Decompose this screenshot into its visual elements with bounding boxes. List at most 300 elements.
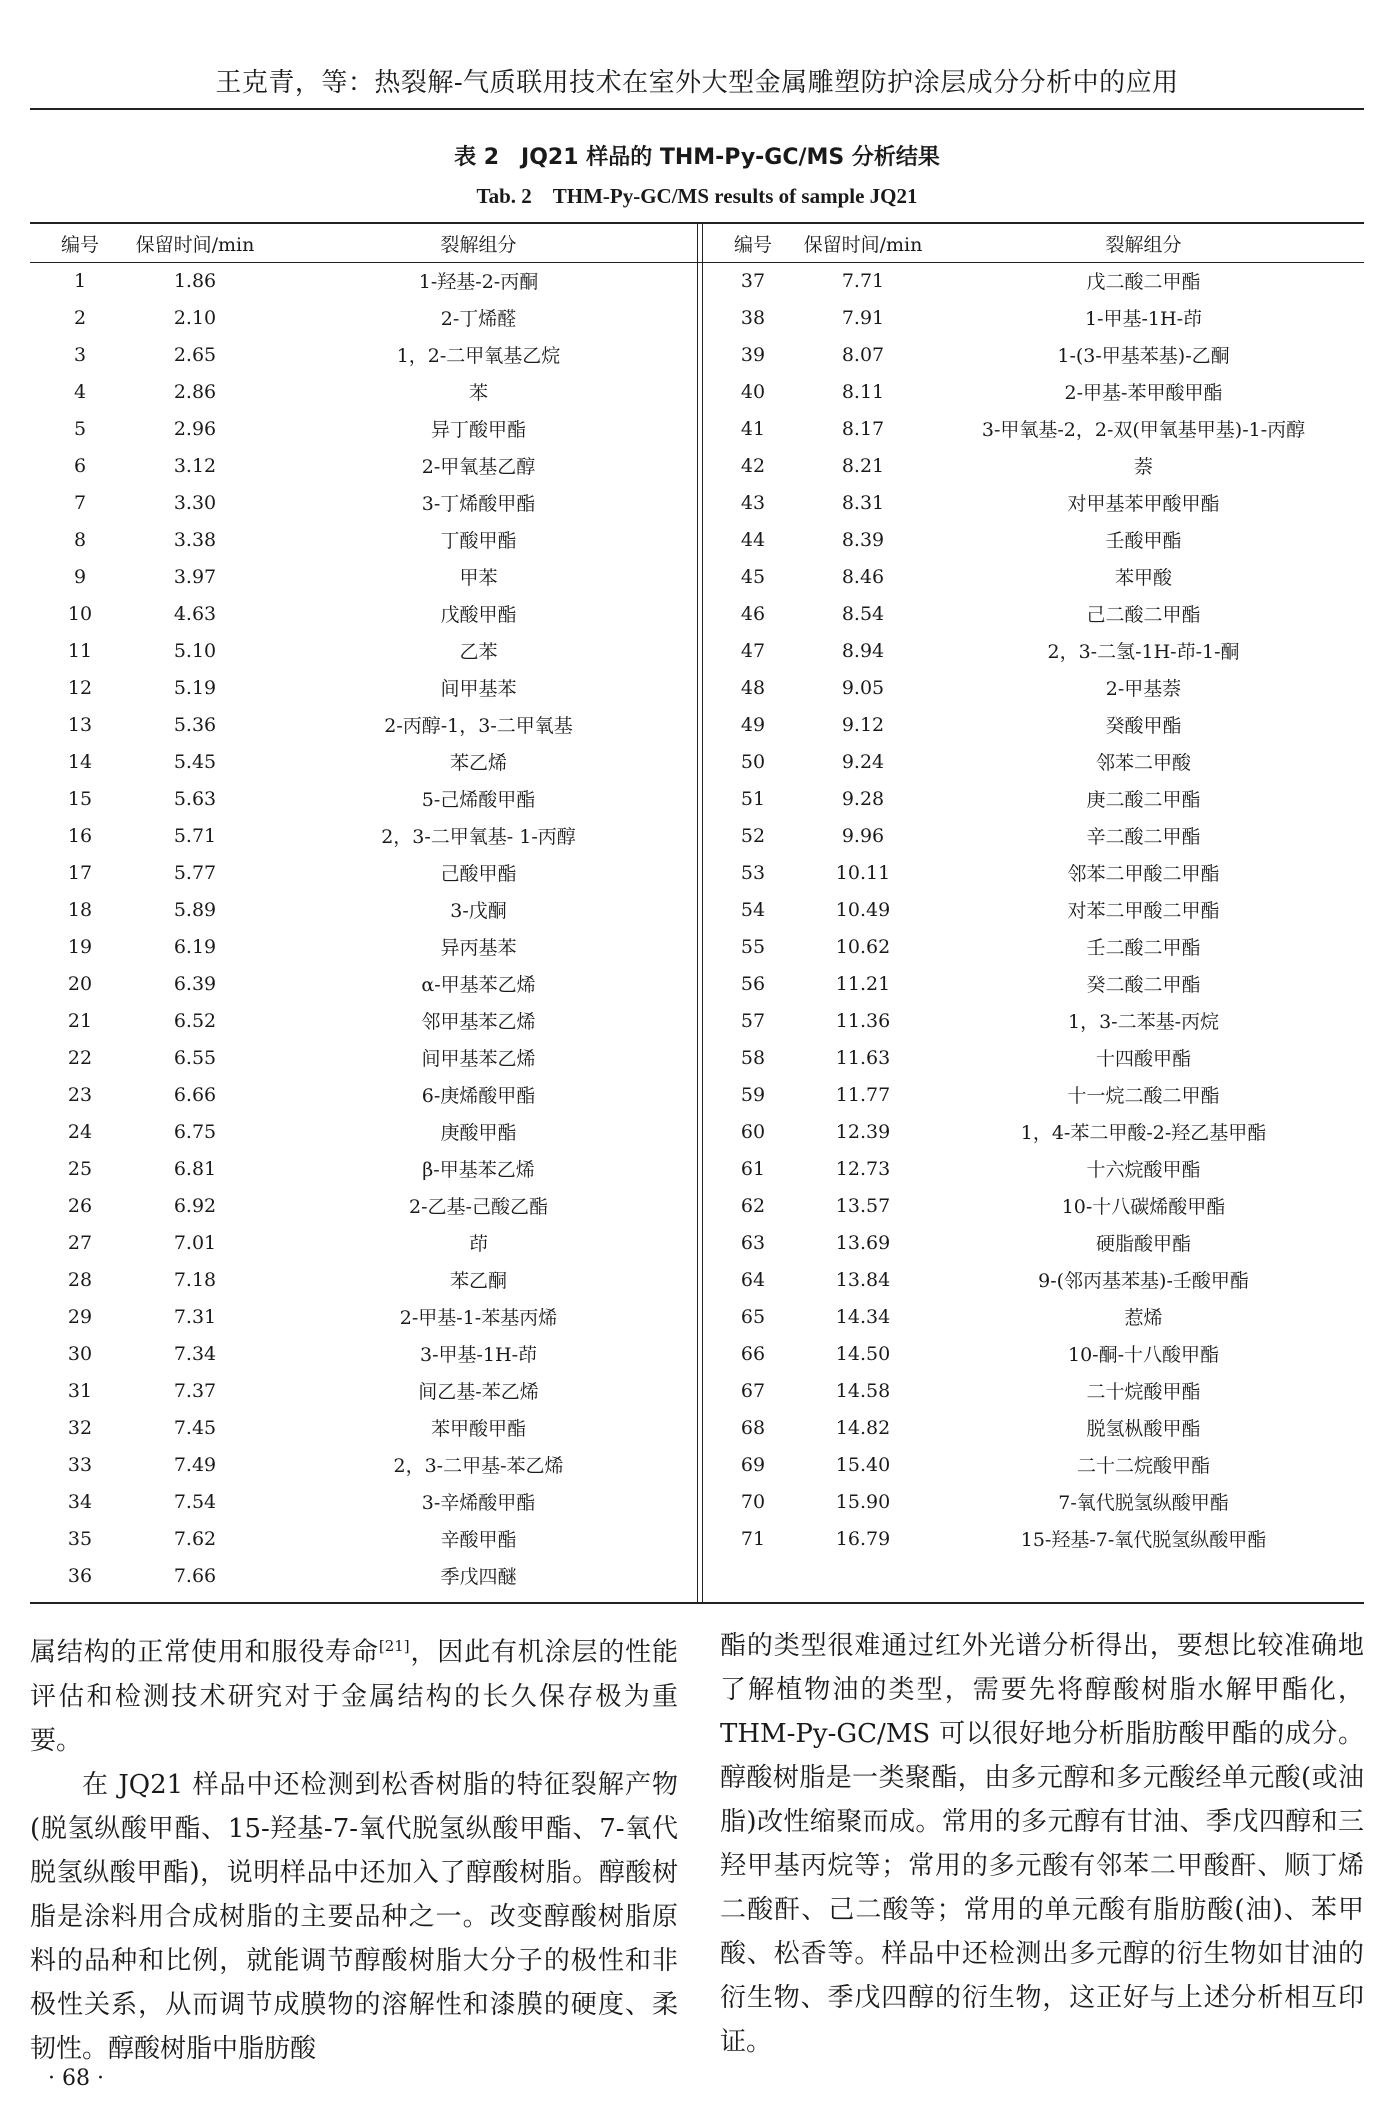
cell-no: 29 <box>67 1305 93 1328</box>
cell-no: 50 <box>740 750 766 773</box>
cell-no: 43 <box>740 491 766 514</box>
cell-component: 壬二酸二甲酯 <box>1086 937 1201 959</box>
cell-component: 脱氢枞酸甲酯 <box>1086 1418 1201 1440</box>
cell-no: 38 <box>740 306 766 329</box>
cell-retention-time: 3.12 <box>173 454 217 477</box>
cell-no: 12 <box>67 676 93 699</box>
table-row <box>30 928 697 965</box>
table-row <box>703 1298 1364 1335</box>
cell-no: 6 <box>73 454 87 477</box>
cell-no: 31 <box>67 1379 93 1402</box>
table-row <box>30 1113 697 1150</box>
cell-retention-time: 7.49 <box>173 1453 217 1476</box>
cell-retention-time: 14.34 <box>835 1305 891 1328</box>
table-row <box>703 928 1364 965</box>
cell-retention-time: 11.36 <box>835 1009 891 1032</box>
cell-retention-time: 12.73 <box>835 1157 891 1180</box>
text-run: ，因此有机涂层的性能评估和检测技术研究对于金属结构的长久保存极为重要。 <box>30 1637 678 1756</box>
table-right-half <box>703 224 1364 1557</box>
cell-no: 56 <box>740 972 766 995</box>
header-component: 裂解组分 <box>440 233 517 256</box>
table-row <box>703 336 1364 373</box>
table-row <box>30 373 697 410</box>
cell-no: 28 <box>67 1268 93 1291</box>
cell-component: 2，3-二甲基-苯乙烯 <box>393 1455 564 1477</box>
cell-component: 邻苯二甲酸二甲酯 <box>1067 863 1220 885</box>
cell-retention-time: 16.79 <box>835 1527 891 1550</box>
cell-component: 苯乙酮 <box>449 1270 507 1292</box>
paragraph: 酯的类型很难通过红外光谱分析得出，要想比较准确地了解植物油的类型，需要先将醇酸树脂水解甲酯化，THM-Py-GC/MS 可以很好地分析脂肪酸甲酯的成分。醇酸树脂是一类聚酯，由多元醇和多元酸经单元酸(或油脂)改性缩聚而成。常用的多元醇有甘油、季戊四醇和三羟甲基丙烷等；常用的多元酸有邻苯二甲酸酐、顺丁烯二酸酐、己二酸等；常用的单元酸有脂肪酸(油)、苯甲酸、松香等。样品中还检测出多元醇的衍生物如甘油的衍生物、季戊四醇的衍生物，这正好与上述分析相互印证。 <box>720 1631 1364 2057</box>
cell-retention-time: 7.54 <box>173 1490 217 1513</box>
cell-retention-time: 10.11 <box>835 861 891 884</box>
cell-retention-time: 11.63 <box>835 1046 891 1069</box>
table-row <box>30 854 697 891</box>
cell-component: 对甲基苯甲酸甲酯 <box>1067 493 1220 515</box>
cell-component: 1-(3-甲基苯基)-乙酮 <box>1057 345 1230 367</box>
cell-component: 异丁酸甲酯 <box>430 419 526 441</box>
cell-no: 20 <box>67 972 93 995</box>
cell-retention-time: 6.66 <box>173 1083 217 1106</box>
cell-no: 69 <box>740 1453 766 1476</box>
table-row <box>30 595 697 632</box>
cell-no: 40 <box>740 380 766 403</box>
table-row <box>703 1187 1364 1224</box>
cell-component: 二十二烷酸甲酯 <box>1076 1455 1210 1477</box>
cell-component: 7-氧代脱氢纵酸甲酯 <box>1058 1492 1229 1514</box>
cell-retention-time: 14.50 <box>835 1342 891 1365</box>
table-row <box>30 1187 697 1224</box>
table-header-row <box>703 224 1364 262</box>
header-rule <box>30 108 1364 110</box>
cell-retention-time: 6.92 <box>173 1194 217 1217</box>
cell-retention-time: 8.39 <box>841 528 885 551</box>
cell-retention-time: 12.39 <box>835 1120 891 1143</box>
cell-no: 39 <box>740 343 766 366</box>
cell-retention-time: 5.77 <box>173 861 217 884</box>
table-row <box>30 1002 697 1039</box>
table-row <box>30 1076 697 1113</box>
cell-component: 2-丁烯醛 <box>440 308 517 330</box>
cell-component: 癸酸甲酯 <box>1105 715 1182 737</box>
cell-component: 2-甲基-1-苯基丙烯 <box>399 1307 558 1329</box>
table-row <box>30 1446 697 1483</box>
cell-component: 1，4-苯二甲酸-2-羟乙基甲酯 <box>1020 1122 1267 1144</box>
cell-no: 57 <box>740 1009 766 1032</box>
paragraph: 在 JQ21 样品中还检测到松香树脂的特征裂解产物(脱氢纵酸甲酯、15-羟基-7-氧代脱氢纵酸甲酯、7-氧代脱氢纵酸甲酯)，说明样品中还加入了醇酸树脂。醇酸树脂是涂料用合成树脂的主要品种之一。改变醇酸树脂原料的品种和比例，就能调节醇酸树脂大分子的极性和非极性关系，从而调节成膜物的溶解性和漆膜的硬度、柔韧性。醇酸树脂中脂肪酸 <box>30 1769 678 2064</box>
table-row <box>30 336 697 373</box>
cell-component: 己二酸二甲酯 <box>1086 604 1201 626</box>
table-row <box>703 780 1364 817</box>
cell-no: 53 <box>740 861 766 884</box>
table-row <box>703 1372 1364 1409</box>
table-row <box>30 669 697 706</box>
cell-no: 46 <box>740 602 766 625</box>
cell-component: 壬酸甲酯 <box>1105 530 1182 552</box>
table-row <box>30 780 697 817</box>
cell-no: 2 <box>73 306 87 329</box>
cell-no: 35 <box>67 1527 93 1550</box>
cell-retention-time: 2.86 <box>173 380 217 403</box>
cell-retention-time: 6.75 <box>173 1120 217 1143</box>
table-row <box>703 1446 1364 1483</box>
header-no: 编号 <box>733 233 772 256</box>
cell-retention-time: 2.96 <box>173 417 217 440</box>
cell-component: 3-戊酮 <box>450 900 507 922</box>
cell-retention-time: 13.84 <box>835 1268 891 1291</box>
cell-no: 44 <box>740 528 766 551</box>
cell-retention-time: 6.55 <box>173 1046 217 1069</box>
cell-no: 15 <box>67 787 93 810</box>
cell-component: 己酸甲酯 <box>440 863 517 885</box>
table-body-left <box>30 262 697 1594</box>
cell-retention-time: 9.12 <box>841 713 885 736</box>
cell-component: 辛二酸二甲酯 <box>1086 826 1201 848</box>
cell-no: 59 <box>740 1083 766 1106</box>
table-row <box>30 632 697 669</box>
cell-no: 19 <box>67 935 93 958</box>
cell-retention-time: 7.37 <box>173 1379 217 1402</box>
cell-component: 癸二酸二甲酯 <box>1086 974 1201 996</box>
cell-retention-time: 5.45 <box>173 750 217 773</box>
cell-component: 6-庚烯酸甲酯 <box>421 1085 536 1107</box>
cell-no: 58 <box>740 1046 766 1069</box>
cell-component: 惹烯 <box>1124 1307 1163 1329</box>
cell-component: 1-羟基-2-丙酮 <box>418 271 539 293</box>
cell-no: 54 <box>740 898 766 921</box>
cell-retention-time: 9.05 <box>841 676 885 699</box>
table-row <box>30 1039 697 1076</box>
table-row <box>30 1261 697 1298</box>
cell-retention-time: 7.71 <box>841 269 885 292</box>
table-row <box>703 262 1364 299</box>
table-row <box>703 669 1364 706</box>
cell-no: 16 <box>67 824 93 847</box>
cell-retention-time: 5.36 <box>173 713 217 736</box>
cell-component: 苯 <box>468 382 488 404</box>
cell-component: 3-辛烯酸甲酯 <box>421 1492 536 1514</box>
table-row <box>703 854 1364 891</box>
cell-component: β-甲基苯乙烯 <box>422 1159 535 1181</box>
table-row <box>30 1520 697 1557</box>
cell-component: 硬脂酸甲酯 <box>1095 1233 1191 1255</box>
table-row <box>703 1409 1364 1446</box>
cell-no: 4 <box>73 380 87 403</box>
cell-retention-time: 5.89 <box>173 898 217 921</box>
cell-component: 1-甲基-1H-茚 <box>1084 308 1202 330</box>
cell-no: 30 <box>67 1342 93 1365</box>
table-body-right <box>703 262 1364 1557</box>
table-row <box>703 1520 1364 1557</box>
cell-component: α-甲基苯乙烯 <box>421 974 536 996</box>
cell-component: 苯甲酸 <box>1114 567 1172 589</box>
cell-retention-time: 11.77 <box>835 1083 891 1106</box>
cell-no: 41 <box>740 417 766 440</box>
cell-no: 42 <box>740 454 766 477</box>
table-row <box>30 1372 697 1409</box>
cell-component: 邻甲基苯乙烯 <box>421 1011 536 1033</box>
cell-retention-time: 5.71 <box>173 824 217 847</box>
cell-retention-time: 7.91 <box>841 306 885 329</box>
cell-component: 间甲基苯乙烯 <box>421 1048 536 1070</box>
cell-no: 71 <box>740 1527 766 1550</box>
cell-retention-time: 9.24 <box>841 750 885 773</box>
cell-retention-time: 7.34 <box>173 1342 217 1365</box>
cell-no: 63 <box>740 1231 766 1254</box>
cell-component: 乙苯 <box>459 641 498 663</box>
cell-retention-time: 7.18 <box>173 1268 217 1291</box>
cell-component: 2，3-二甲氧基- 1-丙醇 <box>381 826 576 848</box>
table-row <box>703 558 1364 595</box>
table-row <box>30 410 697 447</box>
cell-component: 3-丁烯酸甲酯 <box>421 493 536 515</box>
cell-retention-time: 6.81 <box>173 1157 217 1180</box>
table-row <box>30 1409 697 1446</box>
table-row <box>30 447 697 484</box>
cell-component: 1，2-二甲氧基乙烷 <box>396 345 561 367</box>
cell-no: 3 <box>73 343 87 366</box>
header-component: 裂解组分 <box>1105 233 1182 256</box>
cell-retention-time: 8.31 <box>841 491 885 514</box>
cell-component: 2-丙醇-1，3-二甲氧基 <box>384 715 573 737</box>
table-header-row <box>30 224 697 262</box>
cell-no: 55 <box>740 935 766 958</box>
table-caption-en: Tab. 2 THM-Py-GC/MS results of sample JQ21 <box>476 184 918 208</box>
cell-retention-time: 2.10 <box>173 306 217 329</box>
table-row <box>30 558 697 595</box>
citation: [21] <box>378 1637 410 1655</box>
cell-retention-time: 15.40 <box>835 1453 891 1476</box>
table-row <box>30 299 697 336</box>
text-run: 属结构的正常使用和服役寿命 <box>30 1637 379 1668</box>
table-bottom-rule <box>30 1602 1364 1604</box>
cell-no: 17 <box>67 861 93 884</box>
cell-no: 65 <box>740 1305 766 1328</box>
cell-retention-time: 7.66 <box>173 1564 217 1587</box>
table-row <box>30 1150 697 1187</box>
cell-retention-time: 8.17 <box>841 417 885 440</box>
cell-retention-time: 10.62 <box>835 935 891 958</box>
table-row <box>703 299 1364 336</box>
table-row <box>703 1483 1364 1520</box>
cell-retention-time: 13.57 <box>835 1194 891 1217</box>
table-row <box>30 1298 697 1335</box>
table-row <box>703 484 1364 521</box>
cell-retention-time: 9.28 <box>841 787 885 810</box>
cell-component: 十四酸甲酯 <box>1095 1048 1191 1070</box>
cell-retention-time: 8.07 <box>841 343 885 366</box>
cell-component: 庚二酸二甲酯 <box>1086 789 1201 811</box>
table-row <box>703 1335 1364 1372</box>
cell-retention-time: 2.65 <box>173 343 217 366</box>
table-row <box>703 1002 1364 1039</box>
cell-component: 15-羟基-7-氧代脱氢纵酸甲酯 <box>1020 1529 1267 1551</box>
table-row <box>30 1335 697 1372</box>
table-left-half <box>30 224 697 1594</box>
cell-retention-time: 13.69 <box>835 1231 891 1254</box>
table-row <box>703 1224 1364 1261</box>
cell-component: 茚 <box>468 1233 488 1255</box>
cell-component: 2-甲氧基乙醇 <box>421 456 536 478</box>
cell-no: 70 <box>740 1490 766 1513</box>
cell-no: 14 <box>67 750 93 773</box>
cell-retention-time: 10.49 <box>835 898 891 921</box>
cell-retention-time: 3.97 <box>173 565 217 588</box>
cell-component: 邻苯二甲酸 <box>1095 752 1191 774</box>
cell-retention-time: 11.21 <box>835 972 891 995</box>
cell-retention-time: 8.21 <box>841 454 885 477</box>
cell-component: 戊酸甲酯 <box>440 604 517 626</box>
cell-retention-time: 5.19 <box>173 676 217 699</box>
table-row <box>703 817 1364 854</box>
table-row <box>30 1557 697 1594</box>
cell-component: 甲苯 <box>459 567 498 589</box>
cell-component: 2-乙基-己酸乙酯 <box>409 1196 548 1218</box>
cell-no: 67 <box>740 1379 766 1402</box>
body-column-left <box>30 1624 678 2071</box>
cell-no: 62 <box>740 1194 766 1217</box>
cell-no: 64 <box>740 1268 766 1291</box>
cell-no: 61 <box>740 1157 766 1180</box>
cell-no: 18 <box>67 898 93 921</box>
cell-component: 对苯二甲酸二甲酯 <box>1067 900 1220 922</box>
table-row <box>703 373 1364 410</box>
table-row <box>30 817 697 854</box>
cell-no: 68 <box>740 1416 766 1439</box>
table-row <box>703 521 1364 558</box>
cell-component: 2-甲基-苯甲酸甲酯 <box>1064 382 1223 404</box>
table-row <box>703 891 1364 928</box>
cell-component: 十六烷酸甲酯 <box>1086 1159 1201 1181</box>
cell-component: 9-(邻丙基苯基)-壬酸甲酯 <box>1038 1270 1249 1292</box>
cell-retention-time: 4.63 <box>173 602 217 625</box>
cell-retention-time: 7.31 <box>173 1305 217 1328</box>
cell-component: 萘 <box>1133 456 1153 478</box>
cell-retention-time: 5.10 <box>173 639 217 662</box>
cell-component: 10-十八碳烯酸甲酯 <box>1061 1196 1226 1218</box>
cell-no: 48 <box>740 676 766 699</box>
cell-no: 23 <box>67 1083 93 1106</box>
cell-retention-time: 8.54 <box>841 602 885 625</box>
table-row <box>703 1261 1364 1298</box>
table-row <box>703 743 1364 780</box>
cell-retention-time: 1.86 <box>173 269 217 292</box>
cell-component: 5-己烯酸甲酯 <box>421 789 536 811</box>
header-retention-time: 保留时间/min <box>803 233 923 256</box>
table-row <box>703 706 1364 743</box>
cell-retention-time: 8.46 <box>841 565 885 588</box>
cell-component: 苯乙烯 <box>449 752 507 774</box>
cell-no: 33 <box>67 1453 93 1476</box>
cell-component: 2-甲基萘 <box>1105 678 1182 700</box>
cell-component: 间甲基苯 <box>440 678 517 700</box>
cell-retention-time: 7.01 <box>173 1231 217 1254</box>
cell-no: 36 <box>67 1564 93 1587</box>
cell-retention-time: 6.39 <box>173 972 217 995</box>
table-row <box>30 891 697 928</box>
cell-no: 13 <box>67 713 93 736</box>
cell-retention-time: 9.96 <box>841 824 885 847</box>
cell-component: 戊二酸二甲酯 <box>1086 271 1201 293</box>
cell-no: 26 <box>67 1194 93 1217</box>
table-row <box>703 447 1364 484</box>
cell-retention-time: 3.38 <box>173 528 217 551</box>
cell-no: 8 <box>73 528 87 551</box>
cell-no: 9 <box>73 565 87 588</box>
table-row <box>30 965 697 1002</box>
cell-no: 47 <box>740 639 766 662</box>
paragraph <box>30 1624 678 1763</box>
cell-retention-time: 15.90 <box>835 1490 891 1513</box>
cell-no: 49 <box>740 713 766 736</box>
cell-component: 1，3-二苯基-丙烷 <box>1067 1011 1220 1033</box>
cell-retention-time: 8.11 <box>841 380 885 403</box>
cell-retention-time: 14.58 <box>835 1379 891 1402</box>
cell-retention-time: 6.19 <box>173 935 217 958</box>
table-row <box>30 1483 697 1520</box>
cell-retention-time: 8.94 <box>841 639 885 662</box>
table-row <box>703 1113 1364 1150</box>
page-number: · 68 · <box>48 2066 104 2091</box>
cell-no: 27 <box>67 1231 93 1254</box>
cell-component: 3-甲氧基-2，2-双(甲氧基甲基)-1-丙醇 <box>981 419 1306 441</box>
cell-no: 51 <box>740 787 766 810</box>
header-no: 编号 <box>60 233 99 256</box>
cell-component: 辛酸甲酯 <box>440 1529 517 1551</box>
cell-retention-time: 6.52 <box>173 1009 217 1032</box>
cell-no: 37 <box>740 269 766 292</box>
cell-component: 间乙基-苯乙烯 <box>418 1381 539 1403</box>
table-row <box>703 595 1364 632</box>
table-row <box>703 410 1364 447</box>
cell-component: 丁酸甲酯 <box>440 530 517 552</box>
table-row <box>703 1076 1364 1113</box>
table-row <box>30 706 697 743</box>
cell-no: 5 <box>73 417 87 440</box>
table-row <box>30 262 697 299</box>
cell-no: 1 <box>73 269 87 292</box>
cell-no: 45 <box>740 565 766 588</box>
table-row <box>30 484 697 521</box>
cell-component: 10-酮-十八酸甲酯 <box>1067 1344 1220 1366</box>
table-caption-cn: 表 2 JQ21 样品的 THM-Py-GC/MS 分析结果 <box>454 145 940 170</box>
table-row <box>30 743 697 780</box>
cell-component: 苯甲酸甲酯 <box>430 1418 526 1440</box>
cell-retention-time: 7.45 <box>173 1416 217 1439</box>
body-column-right <box>720 1624 1364 2064</box>
cell-component: 3-甲基-1H-茚 <box>419 1344 537 1366</box>
table-row <box>703 632 1364 669</box>
cell-retention-time: 5.63 <box>173 787 217 810</box>
table-row <box>30 1224 697 1261</box>
cell-component: 季戊四醚 <box>440 1566 517 1588</box>
table-row <box>703 965 1364 1002</box>
cell-no: 22 <box>67 1046 93 1069</box>
cell-no: 25 <box>67 1157 93 1180</box>
cell-no: 24 <box>67 1120 93 1143</box>
cell-no: 21 <box>67 1009 93 1032</box>
cell-no: 11 <box>67 639 93 662</box>
cell-retention-time: 3.30 <box>173 491 217 514</box>
table-row <box>703 1150 1364 1187</box>
header-retention-time: 保留时间/min <box>135 233 255 256</box>
running-head: 王克青，等：热裂解-气质联用技术在室外大型金属雕塑防护涂层成分分析中的应用 <box>215 68 1179 98</box>
cell-no: 10 <box>67 602 93 625</box>
cell-no: 7 <box>73 491 87 514</box>
table-row <box>30 521 697 558</box>
cell-retention-time: 7.62 <box>173 1527 217 1550</box>
cell-no: 32 <box>67 1416 93 1439</box>
cell-component: 二十烷酸甲酯 <box>1086 1381 1201 1403</box>
